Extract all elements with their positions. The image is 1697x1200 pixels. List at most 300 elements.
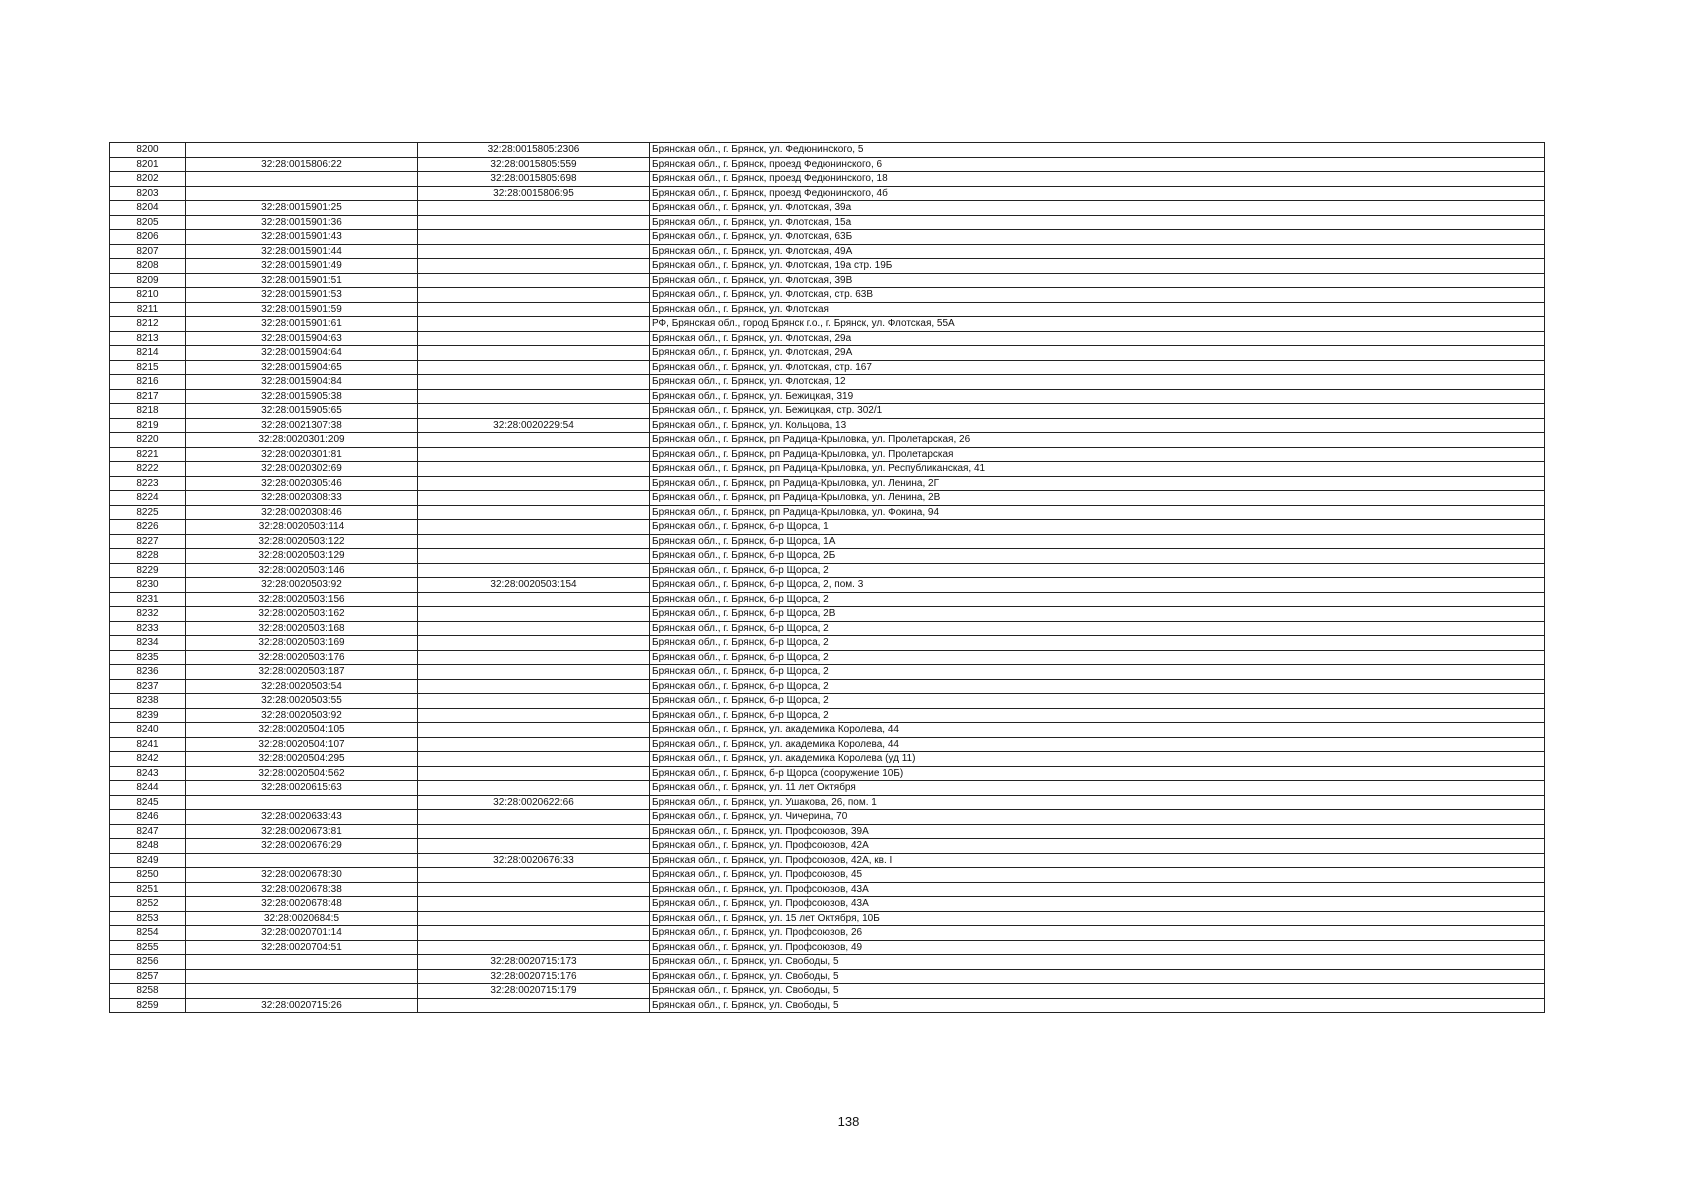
row-number-cell: 8216 — [110, 375, 186, 390]
row-number-cell: 8223 — [110, 476, 186, 491]
table-row — [110, 433, 1545, 448]
table-row — [110, 839, 1545, 854]
row-number-cell: 8233 — [110, 621, 186, 636]
address-cell: Брянская обл., г. Брянск, б-р Щорса, 2 — [650, 679, 1545, 694]
cadastral-number-secondary-cell — [418, 549, 650, 564]
row-number-cell: 8214 — [110, 346, 186, 361]
row-number-cell: 8255 — [110, 940, 186, 955]
cadastral-number-secondary-cell — [418, 462, 650, 477]
table-row — [110, 244, 1545, 259]
address-cell: Брянская обл., г. Брянск, б-р Щорса, 2, пом. 3 — [650, 578, 1545, 593]
cadastral-number-cell: 32:28:0020676:29 — [186, 839, 418, 854]
cadastral-number-cell — [186, 795, 418, 810]
row-number-cell: 8250 — [110, 868, 186, 883]
address-cell: Брянская обл., г. Брянск, ул. академика Королева, 44 — [650, 723, 1545, 738]
row-number-cell: 8244 — [110, 781, 186, 796]
address-cell: Брянская обл., г. Брянск, ул. Свободы, 5 — [650, 984, 1545, 999]
cadastral-number-cell: 32:28:0020503:55 — [186, 694, 418, 709]
table-row — [110, 998, 1545, 1013]
table-row — [110, 621, 1545, 636]
table-row — [110, 897, 1545, 912]
cadastral-number-cell — [186, 853, 418, 868]
address-cell: Брянская обл., г. Брянск, ул. Профсоюзов, 26 — [650, 926, 1545, 941]
table-row — [110, 534, 1545, 549]
cadastral-number-cell: 32:28:0020503:129 — [186, 549, 418, 564]
cadastral-number-cell: 32:28:0020301:209 — [186, 433, 418, 448]
row-number-cell: 8209 — [110, 273, 186, 288]
cadastral-number-cell: 32:28:0015901:53 — [186, 288, 418, 303]
cadastral-number-cell: 32:28:0020503:92 — [186, 708, 418, 723]
row-number-cell: 8231 — [110, 592, 186, 607]
table-row — [110, 810, 1545, 825]
cadastral-number-secondary-cell — [418, 650, 650, 665]
address-cell: Брянская обл., г. Брянск, проезд Федюнинского, 18 — [650, 172, 1545, 187]
row-number-cell: 8239 — [110, 708, 186, 723]
cadastral-number-secondary-cell — [418, 433, 650, 448]
cadastral-number-secondary-cell — [418, 752, 650, 767]
row-number-cell: 8227 — [110, 534, 186, 549]
table-row — [110, 549, 1545, 564]
address-cell: Брянская обл., г. Брянск, ул. Профсоюзов, 42А, кв. I — [650, 853, 1545, 868]
address-cell: Брянская обл., г. Брянск, ул. Бежицкая, 319 — [650, 389, 1545, 404]
address-cell: Брянская обл., г. Брянск, ул. Флотская — [650, 302, 1545, 317]
table-row — [110, 476, 1545, 491]
row-number-cell: 8248 — [110, 839, 186, 854]
address-cell: Брянская обл., г. Брянск, б-р Щорса, 2 — [650, 665, 1545, 680]
cadastral-number-secondary-cell — [418, 679, 650, 694]
cadastral-number-secondary-cell — [418, 882, 650, 897]
table-row — [110, 882, 1545, 897]
address-cell: Брянская обл., г. Брянск, рп Радица-Крыловка, ул. Ленина, 2В — [650, 491, 1545, 506]
row-number-cell: 8212 — [110, 317, 186, 332]
row-number-cell: 8238 — [110, 694, 186, 709]
cadastral-number-cell: 32:28:0020504:295 — [186, 752, 418, 767]
cadastral-number-cell: 32:28:0015901:36 — [186, 215, 418, 230]
row-number-cell: 8204 — [110, 201, 186, 216]
cadastral-number-secondary-cell — [418, 839, 650, 854]
cadastral-number-secondary-cell — [418, 694, 650, 709]
cadastral-number-secondary-cell — [418, 563, 650, 578]
address-cell: Брянская обл., г. Брянск, рп Радица-Крыловка, ул. Ленина, 2Г — [650, 476, 1545, 491]
cadastral-number-cell: 32:28:0015905:65 — [186, 404, 418, 419]
cadastral-number-secondary-cell: 32:28:0020676:33 — [418, 853, 650, 868]
cadastral-number-cell: 32:28:0020503:156 — [186, 592, 418, 607]
table-row — [110, 491, 1545, 506]
cadastral-number-secondary-cell — [418, 607, 650, 622]
row-number-cell: 8205 — [110, 215, 186, 230]
cadastral-number-secondary-cell — [418, 911, 650, 926]
cadastral-number-secondary-cell — [418, 360, 650, 375]
row-number-cell: 8258 — [110, 984, 186, 999]
cadastral-number-cell: 32:28:0020633:43 — [186, 810, 418, 825]
address-cell: Брянская обл., г. Брянск, ул. Профсоюзов, 42А — [650, 839, 1545, 854]
row-number-cell: 8246 — [110, 810, 186, 825]
address-cell: Брянская обл., г. Брянск, ул. Флотская, 49А — [650, 244, 1545, 259]
cadastral-number-secondary-cell — [418, 708, 650, 723]
cadastral-number-secondary-cell — [418, 331, 650, 346]
table-row — [110, 215, 1545, 230]
table-row — [110, 737, 1545, 752]
cadastral-number-cell: 32:28:0020302:69 — [186, 462, 418, 477]
table-row — [110, 781, 1545, 796]
cadastral-number-cell: 32:28:0020615:63 — [186, 781, 418, 796]
address-cell: Брянская обл., г. Брянск, б-р Щорса, 2Б — [650, 549, 1545, 564]
cadastral-number-cell: 32:28:0020504:562 — [186, 766, 418, 781]
cadastral-number-secondary-cell — [418, 476, 650, 491]
cadastral-number-secondary-cell — [418, 926, 650, 941]
address-cell: Брянская обл., г. Брянск, ул. Флотская, стр. 63В — [650, 288, 1545, 303]
row-number-cell: 8203 — [110, 186, 186, 201]
cadastral-number-cell: 32:28:0020503:92 — [186, 578, 418, 593]
row-number-cell: 8211 — [110, 302, 186, 317]
cadastral-number-secondary-cell — [418, 389, 650, 404]
cadastral-number-secondary-cell — [418, 447, 650, 462]
row-number-cell: 8224 — [110, 491, 186, 506]
cadastral-number-secondary-cell — [418, 244, 650, 259]
row-number-cell: 8259 — [110, 998, 186, 1013]
cadastral-number-secondary-cell: 32:28:0020229:54 — [418, 418, 650, 433]
address-cell: Брянская обл., г. Брянск, ул. Свободы, 5 — [650, 998, 1545, 1013]
address-cell: РФ, Брянская обл., город Брянск г.о., г. Брянск, ул. Флотская, 55А — [650, 317, 1545, 332]
cadastral-number-secondary-cell — [418, 520, 650, 535]
row-number-cell: 8253 — [110, 911, 186, 926]
cadastral-number-secondary-cell — [418, 317, 650, 332]
cadastral-number-secondary-cell — [418, 810, 650, 825]
address-cell: Брянская обл., г. Брянск, ул. Свободы, 5 — [650, 955, 1545, 970]
table-row — [110, 824, 1545, 839]
row-number-cell: 8219 — [110, 418, 186, 433]
row-number-cell: 8228 — [110, 549, 186, 564]
cadastral-number-cell: 32:28:0020503:146 — [186, 563, 418, 578]
address-cell: Брянская обл., г. Брянск, ул. Профсоюзов, 39А — [650, 824, 1545, 839]
table-row — [110, 389, 1545, 404]
row-number-cell: 8229 — [110, 563, 186, 578]
table-row — [110, 636, 1545, 651]
table-row — [110, 607, 1545, 622]
row-number-cell: 8213 — [110, 331, 186, 346]
cadastral-number-secondary-cell — [418, 273, 650, 288]
address-cell: Брянская обл., г. Брянск, б-р Щорса, 2В — [650, 607, 1545, 622]
cadastral-number-secondary-cell — [418, 201, 650, 216]
cadastral-number-secondary-cell — [418, 636, 650, 651]
table-row — [110, 418, 1545, 433]
address-cell: Брянская обл., г. Брянск, б-р Щорса, 1А — [650, 534, 1545, 549]
cadastral-number-cell: 32:28:0020301:81 — [186, 447, 418, 462]
cadastral-number-cell: 32:28:0020678:48 — [186, 897, 418, 912]
row-number-cell: 8220 — [110, 433, 186, 448]
address-cell: Брянская обл., г. Брянск, ул. Свободы, 5 — [650, 969, 1545, 984]
cadastral-number-secondary-cell — [418, 737, 650, 752]
row-number-cell: 8226 — [110, 520, 186, 535]
cadastral-number-cell: 32:28:0020305:46 — [186, 476, 418, 491]
cadastral-number-secondary-cell — [418, 505, 650, 520]
address-cell: Брянская обл., г. Брянск, ул. 15 лет Октября, 10Б — [650, 911, 1545, 926]
cadastral-number-cell — [186, 143, 418, 158]
address-cell: Брянская обл., г. Брянск, б-р Щорса, 2 — [650, 636, 1545, 651]
row-number-cell: 8251 — [110, 882, 186, 897]
cadastral-number-cell: 32:28:0015901:59 — [186, 302, 418, 317]
table-row — [110, 694, 1545, 709]
address-cell: Брянская обл., г. Брянск, ул. академика Королева, 44 — [650, 737, 1545, 752]
address-cell: Брянская обл., г. Брянск, ул. Профсоюзов, 43А — [650, 882, 1545, 897]
cadastral-number-secondary-cell — [418, 665, 650, 680]
cadastral-number-cell: 32:28:0020308:33 — [186, 491, 418, 506]
row-number-cell: 8237 — [110, 679, 186, 694]
address-cell: Брянская обл., г. Брянск, ул. академика Королева (уд 11) — [650, 752, 1545, 767]
address-cell: Брянская обл., г. Брянск, ул. Ушакова, 26, пом. 1 — [650, 795, 1545, 810]
page-number: 138 — [837, 1114, 860, 1129]
cadastral-number-secondary-cell — [418, 375, 650, 390]
address-cell: Брянская обл., г. Брянск, рп Радица-Крыловка, ул. Фокина, 94 — [650, 505, 1545, 520]
address-cell: Брянская обл., г. Брянск, б-р Щорса (сооружение 10Б) — [650, 766, 1545, 781]
cadastral-number-secondary-cell — [418, 897, 650, 912]
row-number-cell: 8234 — [110, 636, 186, 651]
row-number-cell: 8207 — [110, 244, 186, 259]
address-cell: Брянская обл., г. Брянск, рп Радица-Крыловка, ул. Республиканская, 41 — [650, 462, 1545, 477]
table-row — [110, 143, 1545, 158]
cadastral-number-secondary-cell — [418, 215, 650, 230]
cadastral-number-secondary-cell — [418, 723, 650, 738]
address-cell: Брянская обл., г. Брянск, ул. Флотская, 29А — [650, 346, 1545, 361]
address-cell: Брянская обл., г. Брянск, ул. Бежицкая, стр. 302/1 — [650, 404, 1545, 419]
address-cell: Брянская обл., г. Брянск, ул. Профсоюзов, 49 — [650, 940, 1545, 955]
row-number-cell: 8201 — [110, 157, 186, 172]
cadastral-number-secondary-cell: 32:28:0015805:559 — [418, 157, 650, 172]
table-row — [110, 926, 1545, 941]
address-cell: Брянская обл., г. Брянск, б-р Щорса, 2 — [650, 650, 1545, 665]
cadastral-number-secondary-cell: 32:28:0015806:95 — [418, 186, 650, 201]
cadastral-number-secondary-cell: 32:28:0015805:698 — [418, 172, 650, 187]
cadastral-number-secondary-cell — [418, 302, 650, 317]
table-row — [110, 868, 1545, 883]
table-row — [110, 360, 1545, 375]
table-row — [110, 201, 1545, 216]
cadastral-number-secondary-cell — [418, 288, 650, 303]
table-row — [110, 752, 1545, 767]
address-cell: Брянская обл., г. Брянск, б-р Щорса, 2 — [650, 708, 1545, 723]
row-number-cell: 8256 — [110, 955, 186, 970]
row-number-cell: 8222 — [110, 462, 186, 477]
cadastral-number-secondary-cell: 32:28:0020715:173 — [418, 955, 650, 970]
cadastral-number-cell — [186, 969, 418, 984]
row-number-cell: 8242 — [110, 752, 186, 767]
row-number-cell: 8241 — [110, 737, 186, 752]
table-row — [110, 259, 1545, 274]
cadastral-number-cell: 32:28:0015904:64 — [186, 346, 418, 361]
cadastral-number-secondary-cell — [418, 781, 650, 796]
cadastral-number-cell: 32:28:0020678:30 — [186, 868, 418, 883]
table-row — [110, 505, 1545, 520]
cadastral-number-cell — [186, 955, 418, 970]
address-cell: Брянская обл., г. Брянск, ул. Профсоюзов, 45 — [650, 868, 1545, 883]
cadastral-number-cell: 32:28:0015806:22 — [186, 157, 418, 172]
address-cell: Брянская обл., г. Брянск, б-р Щорса, 2 — [650, 621, 1545, 636]
row-number-cell: 8210 — [110, 288, 186, 303]
cadastral-number-secondary-cell — [418, 940, 650, 955]
table-row — [110, 302, 1545, 317]
table-row — [110, 650, 1545, 665]
table-row — [110, 404, 1545, 419]
table-row — [110, 520, 1545, 535]
cadastral-number-cell: 32:28:0015901:61 — [186, 317, 418, 332]
table-row — [110, 984, 1545, 999]
cadastral-number-cell: 32:28:0020673:81 — [186, 824, 418, 839]
row-number-cell: 8249 — [110, 853, 186, 868]
cadastral-number-cell: 32:28:0020678:38 — [186, 882, 418, 897]
row-number-cell: 8240 — [110, 723, 186, 738]
row-number-cell: 8257 — [110, 969, 186, 984]
address-cell: Брянская обл., г. Брянск, рп Радица-Крыловка, ул. Пролетарская, 26 — [650, 433, 1545, 448]
address-cell: Брянская обл., г. Брянск, б-р Щорса, 2 — [650, 563, 1545, 578]
cadastral-number-secondary-cell: 32:28:0020503:154 — [418, 578, 650, 593]
cadastral-number-secondary-cell: 32:28:0020622:66 — [418, 795, 650, 810]
cadastral-number-cell: 32:28:0020503:176 — [186, 650, 418, 665]
address-cell: Брянская обл., г. Брянск, ул. Профсоюзов, 43А — [650, 897, 1545, 912]
cadastral-number-cell: 32:28:0020503:169 — [186, 636, 418, 651]
cadastral-number-cell: 32:28:0020704:51 — [186, 940, 418, 955]
cadastral-number-cell — [186, 172, 418, 187]
cadastral-number-cell: 32:28:0020504:105 — [186, 723, 418, 738]
table-row — [110, 592, 1545, 607]
row-number-cell: 8218 — [110, 404, 186, 419]
table-row — [110, 375, 1545, 390]
address-cell: Брянская обл., г. Брянск, б-р Щорса, 2 — [650, 694, 1545, 709]
table-row — [110, 766, 1545, 781]
address-cell: Брянская обл., г. Брянск, ул. Флотская, 12 — [650, 375, 1545, 390]
address-cell: Брянская обл., г. Брянск, б-р Щорса, 1 — [650, 520, 1545, 535]
cadastral-number-cell: 32:28:0020701:14 — [186, 926, 418, 941]
address-cell: Брянская обл., г. Брянск, ул. Флотская, 39В — [650, 273, 1545, 288]
cadastral-number-cell: 32:28:0015901:49 — [186, 259, 418, 274]
address-cell: Брянская обл., г. Брянск, ул. Флотская, 39а — [650, 201, 1545, 216]
cadastral-number-secondary-cell — [418, 766, 650, 781]
table-row — [110, 578, 1545, 593]
registry-table-body — [110, 143, 1545, 1013]
address-cell: Брянская обл., г. Брянск, ул. Флотская, 63Б — [650, 230, 1545, 245]
row-number-cell: 8252 — [110, 897, 186, 912]
cadastral-number-secondary-cell — [418, 998, 650, 1013]
table-row — [110, 331, 1545, 346]
cadastral-number-cell: 32:28:0015904:84 — [186, 375, 418, 390]
cadastral-number-cell: 32:28:0020503:114 — [186, 520, 418, 535]
row-number-cell: 8235 — [110, 650, 186, 665]
address-cell: Брянская обл., г. Брянск, ул. Флотская, стр. 167 — [650, 360, 1545, 375]
cadastral-number-secondary-cell — [418, 868, 650, 883]
cadastral-number-cell: 32:28:0015904:65 — [186, 360, 418, 375]
address-cell: Брянская обл., г. Брянск, ул. Флотская, 15а — [650, 215, 1545, 230]
row-number-cell: 8202 — [110, 172, 186, 187]
cadastral-number-secondary-cell: 32:28:0015805:2306 — [418, 143, 650, 158]
table-row — [110, 317, 1545, 332]
address-cell: Брянская обл., г. Брянск, ул. Федюнинского, 5 — [650, 143, 1545, 158]
cadastral-number-secondary-cell — [418, 230, 650, 245]
table-row — [110, 186, 1545, 201]
table-row — [110, 172, 1545, 187]
address-cell: Брянская обл., г. Брянск, ул. Кольцова, 13 — [650, 418, 1545, 433]
table-row — [110, 940, 1545, 955]
cadastral-number-cell: 32:28:0015905:38 — [186, 389, 418, 404]
row-number-cell: 8254 — [110, 926, 186, 941]
table-row — [110, 447, 1545, 462]
row-number-cell: 8245 — [110, 795, 186, 810]
cadastral-number-secondary-cell — [418, 404, 650, 419]
cadastral-number-cell: 32:28:0020504:107 — [186, 737, 418, 752]
address-cell: Брянская обл., г. Брянск, ул. Флотская, 29а — [650, 331, 1545, 346]
cadastral-number-cell — [186, 186, 418, 201]
cadastral-number-cell: 32:28:0020503:187 — [186, 665, 418, 680]
table-row — [110, 346, 1545, 361]
cadastral-number-cell: 32:28:0020503:162 — [186, 607, 418, 622]
cadastral-number-secondary-cell — [418, 259, 650, 274]
row-number-cell: 8230 — [110, 578, 186, 593]
table-row — [110, 955, 1545, 970]
cadastral-number-secondary-cell — [418, 621, 650, 636]
table-row — [110, 665, 1545, 680]
table-row — [110, 563, 1545, 578]
table-row — [110, 723, 1545, 738]
cadastral-number-cell: 32:28:0020503:122 — [186, 534, 418, 549]
cadastral-number-cell: 32:28:0020503:168 — [186, 621, 418, 636]
table-row — [110, 462, 1545, 477]
table-row — [110, 288, 1545, 303]
cadastral-number-secondary-cell — [418, 534, 650, 549]
cadastral-number-cell: 32:28:0021307:38 — [186, 418, 418, 433]
cadastral-number-cell — [186, 984, 418, 999]
cadastral-number-cell: 32:28:0015901:51 — [186, 273, 418, 288]
row-number-cell: 8217 — [110, 389, 186, 404]
cadastral-number-secondary-cell — [418, 824, 650, 839]
cadastral-number-cell: 32:28:0015904:63 — [186, 331, 418, 346]
cadastral-number-secondary-cell: 32:28:0020715:179 — [418, 984, 650, 999]
registry-table — [109, 142, 1545, 1013]
cadastral-number-cell: 32:28:0020503:54 — [186, 679, 418, 694]
address-cell: Брянская обл., г. Брянск, ул. Флотская, 19а стр. 19Б — [650, 259, 1545, 274]
table-row — [110, 853, 1545, 868]
row-number-cell: 8243 — [110, 766, 186, 781]
table-row — [110, 157, 1545, 172]
row-number-cell: 8215 — [110, 360, 186, 375]
cadastral-number-secondary-cell: 32:28:0020715:176 — [418, 969, 650, 984]
row-number-cell: 8247 — [110, 824, 186, 839]
row-number-cell: 8236 — [110, 665, 186, 680]
table-row — [110, 795, 1545, 810]
row-number-cell: 8206 — [110, 230, 186, 245]
table-row — [110, 911, 1545, 926]
address-cell: Брянская обл., г. Брянск, рп Радица-Крыловка, ул. Пролетарская — [650, 447, 1545, 462]
row-number-cell: 8208 — [110, 259, 186, 274]
row-number-cell: 8221 — [110, 447, 186, 462]
address-cell: Брянская обл., г. Брянск, б-р Щорса, 2 — [650, 592, 1545, 607]
table-row — [110, 708, 1545, 723]
cadastral-number-secondary-cell — [418, 491, 650, 506]
table-row — [110, 230, 1545, 245]
cadastral-number-cell: 32:28:0015901:43 — [186, 230, 418, 245]
cadastral-number-cell: 32:28:0020715:26 — [186, 998, 418, 1013]
cadastral-number-cell: 32:28:0020308:46 — [186, 505, 418, 520]
table-row — [110, 273, 1545, 288]
cadastral-number-cell: 32:28:0015901:25 — [186, 201, 418, 216]
cadastral-number-secondary-cell — [418, 592, 650, 607]
address-cell: Брянская обл., г. Брянск, проезд Федюнинского, 6 — [650, 157, 1545, 172]
row-number-cell: 8200 — [110, 143, 186, 158]
cadastral-number-cell: 32:28:0020684:5 — [186, 911, 418, 926]
address-cell: Брянская обл., г. Брянск, ул. 11 лет Октября — [650, 781, 1545, 796]
row-number-cell: 8225 — [110, 505, 186, 520]
cadastral-number-secondary-cell — [418, 346, 650, 361]
address-cell: Брянская обл., г. Брянск, ул. Чичерина, 70 — [650, 810, 1545, 825]
table-row — [110, 969, 1545, 984]
address-cell: Брянская обл., г. Брянск, проезд Федюнинского, 4б — [650, 186, 1545, 201]
